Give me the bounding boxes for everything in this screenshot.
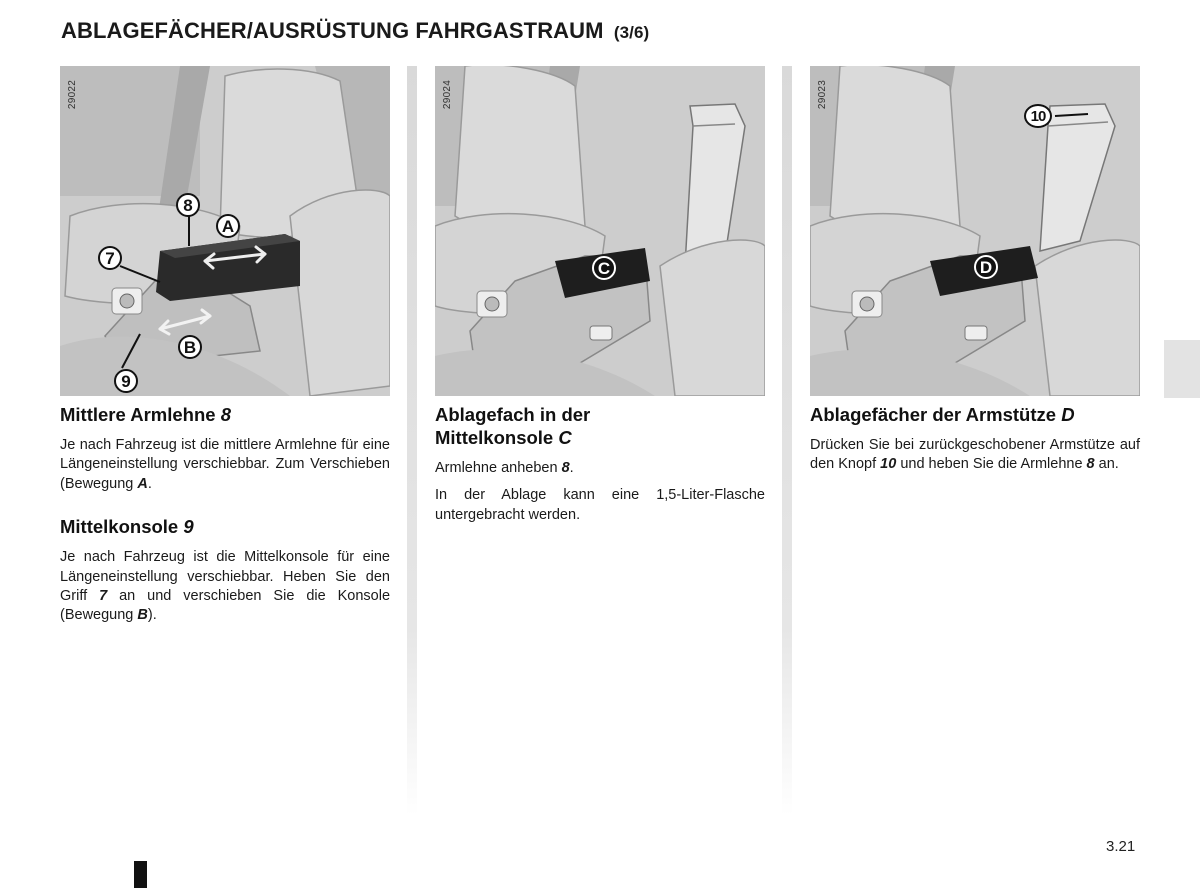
callout-7: 7 [98,246,122,270]
photo-reference-id: 29022 [67,79,79,109]
paragraph-center-console: Je nach Fahrzeug ist die Mittelkonsole für eine Längeneinstellung verschiebbar. Heben Sie den Griff 7 an und verschieben Sie die Konsole (Bewegung B). [60,549,391,624]
callout-D: D [974,255,998,279]
section-title-console-storage: Ablagefach in der Mittelkonsole C [435,404,591,448]
figure-armrest-storage-photo [810,66,1140,396]
callout-C: C [592,256,616,280]
console-storage-illustration [435,66,765,396]
page-part-indicator: (3/6) [613,23,650,42]
page-number: 3.21 [1106,838,1136,855]
figure-armrest-photo [60,66,390,396]
chapter-tab [1164,340,1200,398]
callout-10: 10 [1024,104,1052,128]
column-console-storage [435,66,765,525]
callout-8: 8 [176,193,200,217]
section-title-armrest-storage: Ablagefächer der Armstütze D [810,404,1075,425]
page-title [61,18,649,44]
section-title-armrest: Mittlere Armlehne 8 [60,404,232,425]
figure-console-storage-photo [435,66,765,396]
column-armrest-storage [810,66,1140,475]
paragraph-lift-armrest: Armlehne anheben 8. [435,460,574,476]
paragraph-armrest-storage: Drücken Sie bei zurückgeschobener Armstütze auf den Knopf 10 und heben Sie die Armlehne 8 an. [810,437,1140,473]
section-title-center-console: Mittelkonsole 9 [60,516,194,538]
photo-reference-id: 29023 [817,79,829,109]
column-divider [782,66,792,816]
print-corner-mark [134,861,147,888]
paragraph-armrest: Je nach Fahrzeug ist die mittlere Armlehne für eine Längeneinstellung verschiebbar. Zum Verschieben (Bewegung A. [60,437,390,492]
column-divider [407,66,417,816]
photo-reference-id: 29024 [442,79,454,109]
callout-9: 9 [114,369,138,393]
callout-A: A [216,214,240,238]
callout-B: B [178,335,202,359]
paragraph-bottle-storage: In der Ablage kann eine 1,5-Liter-Flasche untergebracht werden. [435,487,765,523]
column-armrest [60,66,390,626]
armrest-storage-illustration [810,66,1140,396]
page-title-text: ABLAGEFÄCHER/AUSRÜSTUNG FAHRGASTRAUM [61,18,604,43]
